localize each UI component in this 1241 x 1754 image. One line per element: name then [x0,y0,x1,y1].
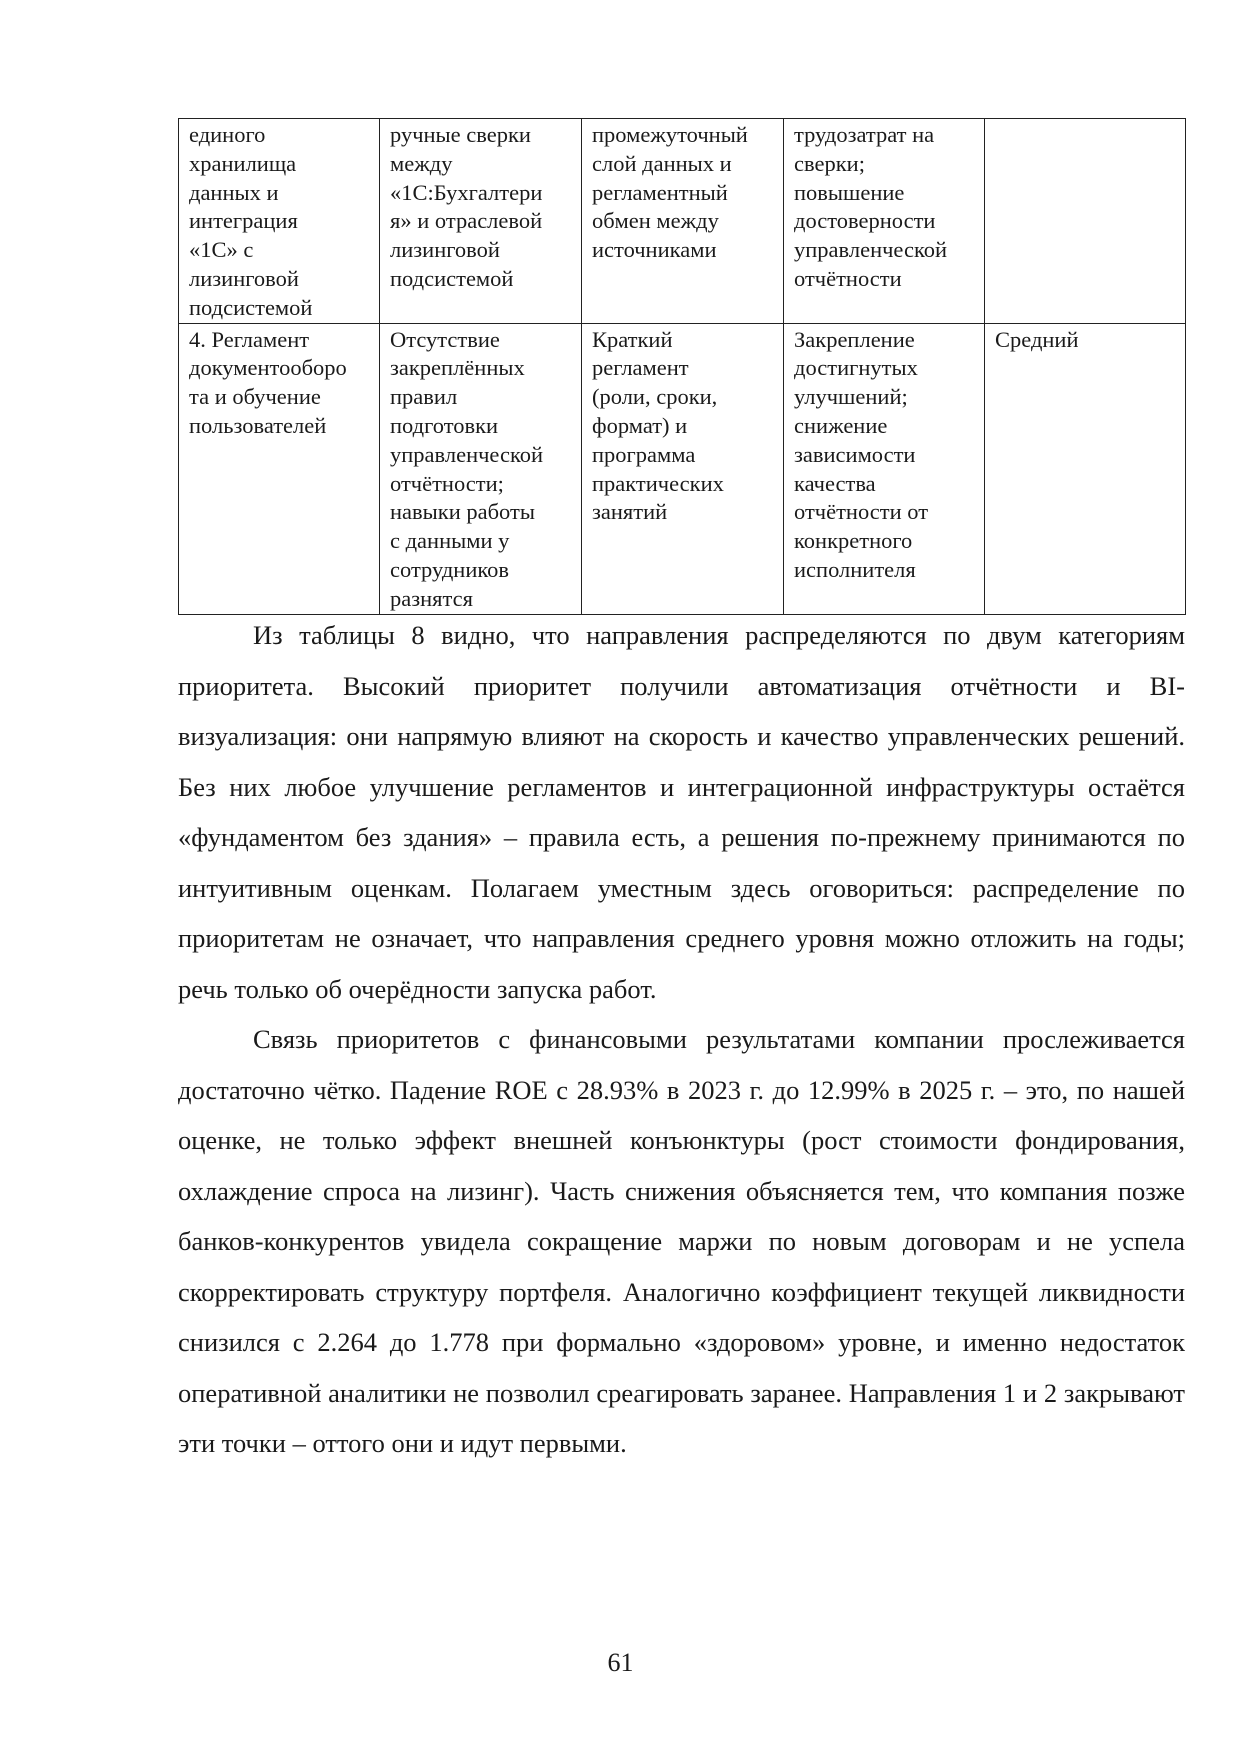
cell-text-line: сотрудников [390,556,510,582]
cell-text-line: интеграция [189,208,298,234]
cell-text-line: исполнителя [794,556,916,582]
table-row [179,119,1186,324]
cell-text-line: я» и отраслевой [390,208,543,234]
cell-text-line: правил [390,384,458,410]
cell-text-line: улучшений; [794,384,908,410]
table-cell [179,323,380,614]
table-cell [179,119,380,324]
cell-text-line: достоверности [794,208,936,234]
cell-text-line: управленческой [390,441,544,467]
cell-text-line: подсистемой [390,265,514,291]
table-cell [985,323,1186,614]
cell-text-line: снижение [794,412,888,438]
cell-text-line: документооборо [189,355,347,381]
cell-text-line: регламентный [592,179,728,205]
cell-text-line: единого [189,122,266,147]
cell-text-line: закреплённых [390,355,525,381]
cell-text-line: качества [794,470,876,496]
cell-text-line: отчётности [794,265,902,291]
cell-text-line: конкретного [794,528,913,554]
table-row [179,323,1186,614]
cell-text-line: формат) и [592,412,688,438]
cell-text-line: данных и [189,179,279,205]
cell-text-line: регламент [592,355,689,381]
cell-text-line: практических [592,470,724,496]
cell-text-line: трудозатрат на [794,122,935,147]
table-cell [582,323,784,614]
cell-text-line: зависимости [794,441,916,467]
cell-text-line: та и обучение [189,384,321,410]
cell-text-line: Средний [995,326,1079,352]
cell-text-line: (роли, сроки, [592,384,718,410]
table-cell [582,119,784,324]
cell-text-line: разнятся [390,585,473,611]
table-cell [380,323,582,614]
cell-text-line: подсистемой [189,294,313,320]
cell-text-line: Закрепление [794,326,915,352]
cell-text-line: между [390,150,453,176]
cell-text-line: лизинговой [390,237,500,263]
cell-text-line: обмен между [592,208,719,234]
cell-text-line: «1С:Бухгалтери [390,179,543,205]
paragraph: Связь приоритетов с финансовыми результатами компании прослеживается достаточно чётко. Падение ROE с 28.93% в 2023 г. до 12.99% в 2025 г. – это, по нашей оценке, не только эффект внешней конъюнктуры (рост стоимости фондирования, охлаждение спроса на лизинг). Часть снижения объясняется тем, что компания позже банков-конкурентов увидела сокращение маржи по новым договорам и не успела скорректировать структуру портфеля. Аналогично коэффициент текущей ликвидности снизился с 2.264 до 1.778 при формально «здоровом» уровне, и именно недостаток оперативной аналитики не позволил среагировать заранее. Направления 1 и 2 закрывают эти точки – оттого они и идут первыми. [178,1024,1185,1458]
cell-text-line: Краткий [592,326,673,352]
table-cell [784,119,985,324]
cell-text-line: «1С» с [189,237,254,263]
cell-text-line: пользователей [189,412,327,438]
body-text [178,610,1185,1469]
cell-text-line: подготовки [390,412,499,438]
cell-text-line: лизинговой [189,265,299,291]
cell-text-line: ручные сверки [390,122,531,147]
cell-text-line: повышение [794,179,905,205]
cell-text-line: достигнутых [794,355,918,381]
cell-text-line: хранилища [189,150,297,176]
cell-text-line: с данными у [390,528,510,554]
cell-text-line: 4. Регламент [189,326,310,352]
cell-text-line: отчётности от [794,499,929,525]
cell-text-line: Отсутствие [390,326,500,352]
cell-text-line: программа [592,441,696,467]
cell-text-line: промежуточный [592,122,748,147]
priority-table [178,118,1186,615]
table-cell [985,119,1186,324]
table-cell [784,323,985,614]
cell-text-line: источниками [592,237,717,263]
cell-text-line: сверки; [794,150,865,176]
table-cell [380,119,582,324]
cell-text-line: управленческой [794,237,948,263]
cell-text-line: занятий [592,499,668,525]
cell-text-line: навыки работы [390,499,535,525]
page-number: 61 [607,1648,634,1677]
cell-text-line: отчётности; [390,470,504,496]
paragraph: Из таблицы 8 видно, что направления распределяются по двум категориям приоритета. Высокий приоритет получили автоматизация отчётности и BI-визуализация: они напрямую влияют на скорость и качество управленческих решений. Без них любое улучшение регламентов и интеграционной инфраструктуры остаётся «фундаментом без здания» – правила есть, а решения по-прежнему принимаются по интуитивным оценкам. Полагаем уместным здесь оговориться: распределение по приоритетам не означает, что направления среднего уровня можно отложить на годы; речь только об очерёдности запуска работ. [178,620,1185,1004]
cell-text-line: слой данных и [592,150,732,176]
